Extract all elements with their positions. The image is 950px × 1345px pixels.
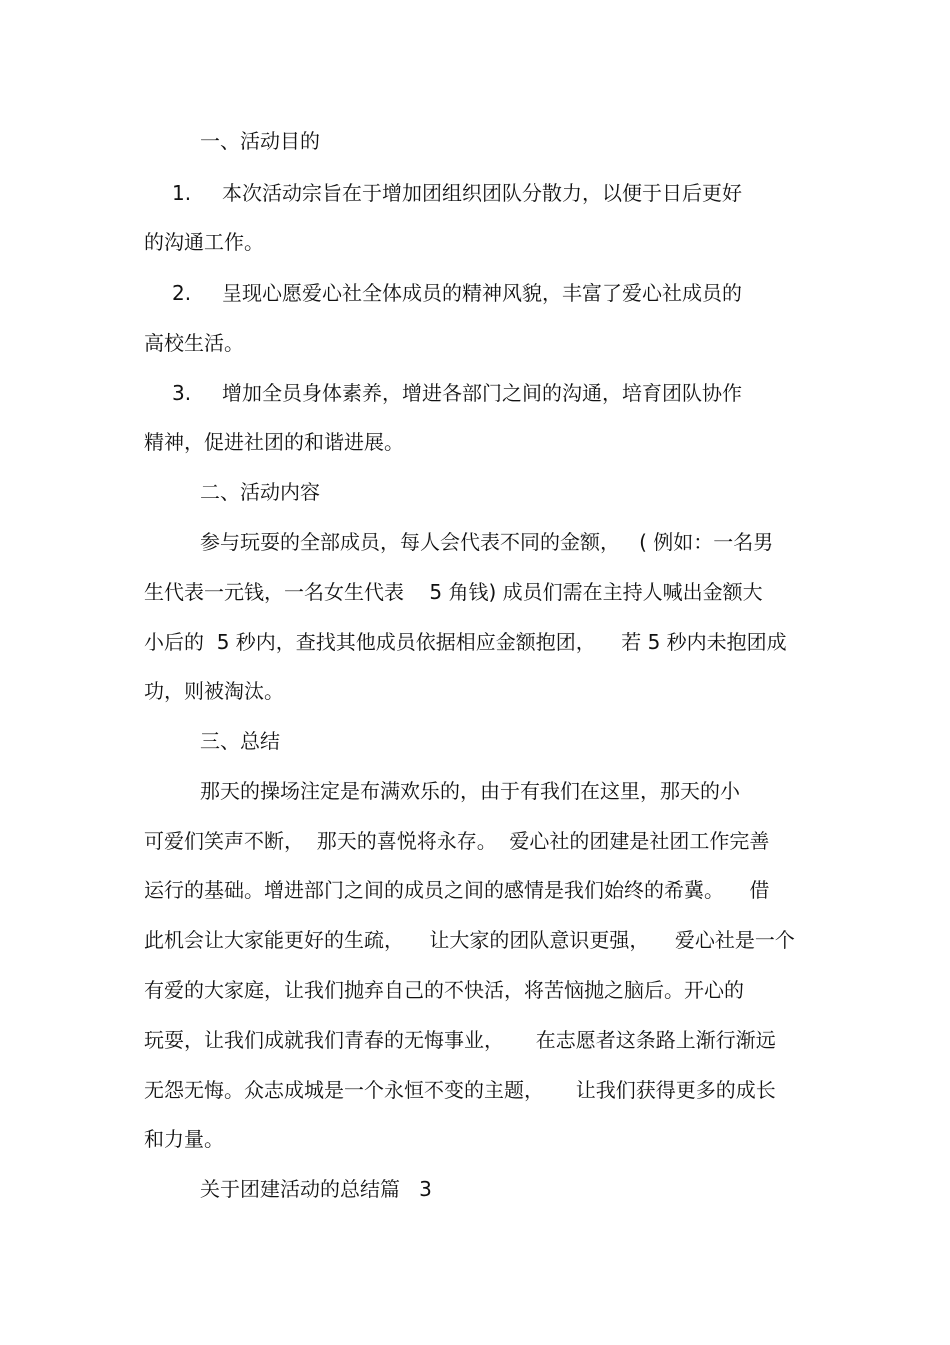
list-item-text: 呈现心愿爱心社全体成员的精神风貌，丰富了爱心社成员的 [222, 281, 742, 305]
paragraph-line: 此机会让大家能更好的生疏， 让大家的团队意识更强， 爱心社是一个 [144, 928, 795, 952]
paragraph-line: 运行的基础。增进部门之间的成员之间的感情是我们始终的希冀。 借 [144, 878, 770, 902]
paragraph-line: 小后的 5 秒内，查找其他成员依据相应金额抱团， 若 5 秒内未抱团成 [144, 630, 787, 654]
paragraph-line: 生代表一元钱，一名女生代表 5 角钱) 成员们需在主持人喊出金额大 [144, 580, 763, 604]
paragraph-line: 那天的操场注定是布满欢乐的，由于有我们在这里，那天的小 [200, 779, 740, 803]
list-item-text: 精神，促进社团的和谐进展。 [144, 430, 404, 454]
paragraph-line: 参与玩耍的全部成员，每人会代表不同的金额， ( 例如：一名男 [200, 530, 774, 554]
section-heading-summary: 三、总结 [200, 729, 280, 753]
paragraph-line: 和力量。 [144, 1127, 224, 1151]
paragraph-line: 可爱们笑声不断， 那天的喜悦将永存。 爱心社的团建是社团工作完善 [144, 829, 770, 853]
list-item-number: 2. [172, 281, 192, 305]
paragraph-line: 功，则被淘汰。 [144, 679, 284, 703]
list-item-text: 增加全员身体素养，增进各部门之间的沟通，培育团队协作 [222, 381, 742, 405]
paragraph-line: 有爱的大家庭，让我们抛弃自己的不快活，将苦恼抛之脑后。开心的 [144, 978, 744, 1002]
next-article-title: 关于团建活动的总结篇 3 [200, 1177, 432, 1201]
list-item-text: 本次活动宗旨在于增加团组织团队分散力，以便于日后更好 [222, 181, 742, 205]
list-item-number: 3. [172, 381, 192, 405]
paragraph-line: 无怨无悔。众志成城是一个永恒不变的主题， 让我们获得更多的成长 [144, 1078, 776, 1102]
section-heading-content: 二、活动内容 [200, 480, 320, 504]
list-item-text: 的沟通工作。 [144, 230, 264, 254]
section-heading-purpose: 一、活动目的 [200, 129, 320, 153]
paragraph-line: 玩耍，让我们成就我们青春的无悔事业， 在志愿者这条路上渐行渐远 [144, 1028, 776, 1052]
list-item-text: 高校生活。 [144, 331, 244, 355]
list-item-number: 1. [172, 181, 192, 205]
